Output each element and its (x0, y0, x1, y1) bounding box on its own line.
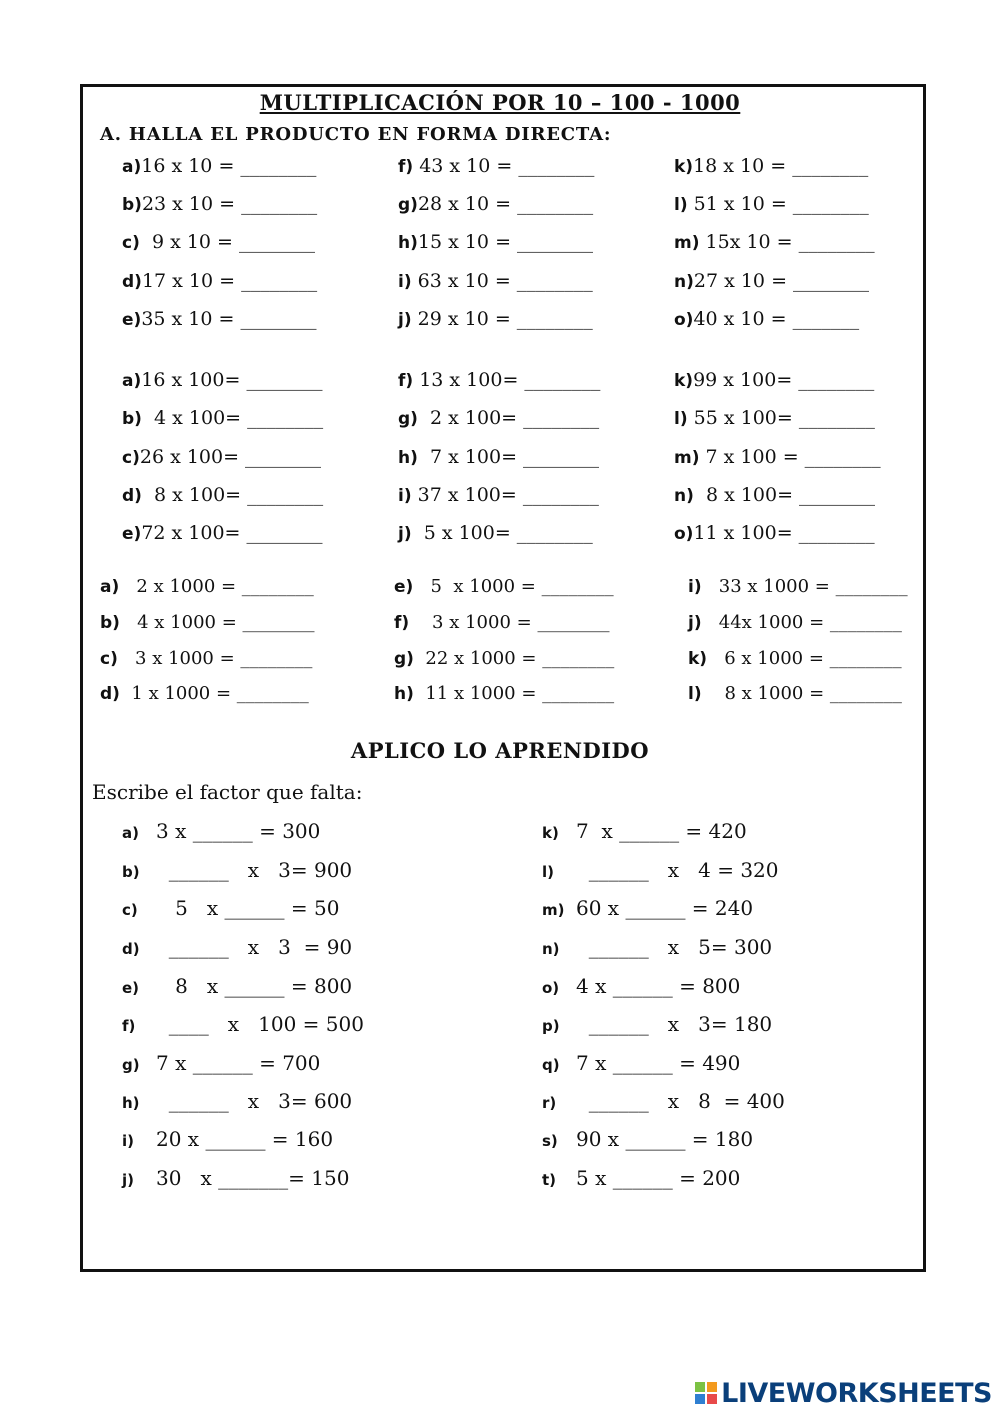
missing-factor-item (542, 1127, 753, 1151)
item-expression: 5 x 100= ________ (411, 522, 593, 544)
multiply-by-100-item (398, 446, 599, 468)
item-label: a) (122, 157, 142, 177)
multiply-by-1000-item (688, 612, 902, 633)
item-expression: 7 x ______ = 490 (576, 1051, 741, 1075)
item-expression: 8 x 1000 = ________ (701, 683, 902, 704)
multiply-by-1000-item (100, 683, 309, 704)
multiply-by-10-item (122, 308, 316, 330)
item-label: t) (542, 1171, 557, 1189)
item-expression: 33 x 1000 = ________ (701, 576, 908, 597)
item-expression: 8 x 100= ________ (693, 484, 876, 506)
item-label: j) (398, 310, 412, 330)
item-expression: 20 x ______ = 160 (156, 1127, 334, 1151)
item-label: n) (542, 940, 560, 958)
item-expression: 9 x 10 = ________ (139, 231, 315, 253)
multiply-by-100-item (122, 522, 323, 544)
item-expression: ______ x 3= 900 (156, 858, 353, 882)
section-a-title: A. HALLA EL PRODUCTO EN FORMA DIRECTA: (100, 124, 612, 145)
item-expression: 37 x 100= ________ (411, 484, 599, 506)
item-label: b) (100, 613, 120, 633)
missing-factor-item (542, 1089, 785, 1113)
item-label: q) (542, 1056, 560, 1074)
item-expression: 3 x 1000 = ________ (409, 612, 610, 633)
missing-factor-item (122, 1089, 352, 1113)
item-label: g) (398, 195, 418, 215)
missing-factor-item (542, 858, 779, 882)
item-label: o) (674, 524, 694, 544)
multiply-by-100-item (674, 522, 875, 544)
multiply-by-10-item (122, 193, 317, 215)
item-label: c) (122, 901, 138, 919)
item-expression: 5 x 1000 = ________ (413, 576, 614, 597)
item-label: h) (122, 1094, 140, 1112)
item-expression: ______ x 3= 180 (576, 1012, 773, 1036)
item-label: b) (122, 409, 142, 429)
item-label: j) (398, 524, 412, 544)
item-expression: 2 x 1000 = ________ (119, 576, 314, 597)
multiply-by-100-item (122, 369, 322, 391)
item-label: d) (122, 940, 140, 958)
missing-factor-item (122, 1012, 364, 1036)
item-expression: 3 x 1000 = ________ (117, 648, 313, 669)
multiply-by-1000-item (688, 576, 908, 597)
item-label: l) (674, 195, 688, 215)
item-expression: 30 x _______= 150 (156, 1166, 350, 1190)
item-label: f) (122, 1017, 136, 1035)
item-expression: 3 x ______ = 300 (156, 819, 321, 843)
item-label: m) (674, 448, 700, 468)
multiply-by-10-item (122, 231, 315, 253)
missing-factor-item (542, 974, 740, 998)
item-expression: 51 x 10 = ________ (687, 193, 869, 215)
item-expression: 99 x 100= ________ (693, 369, 875, 391)
item-label: g) (398, 409, 418, 429)
multiply-by-10-item (674, 193, 869, 215)
item-label: j) (122, 1171, 134, 1189)
item-expression: 4 x 100= ________ (141, 407, 324, 429)
multiply-by-10-item (674, 308, 859, 330)
item-label: f) (398, 371, 414, 391)
instruction-text: Escribe el factor que falta: (92, 780, 363, 804)
multiply-by-1000-item (100, 576, 314, 597)
item-label: f) (398, 157, 414, 177)
multiply-by-1000-item (100, 648, 312, 669)
missing-factor-item (122, 1127, 333, 1151)
item-label: i) (398, 272, 412, 292)
item-label: l) (688, 684, 702, 704)
item-label: a) (122, 824, 139, 842)
item-expression: 16 x 100= ________ (141, 369, 323, 391)
multiply-by-1000-item (394, 648, 614, 669)
item-expression: 2 x 100= ________ (417, 407, 600, 429)
multiply-by-10-item (122, 270, 317, 292)
item-label: e) (122, 524, 142, 544)
item-label: k) (688, 649, 708, 669)
item-label: h) (398, 448, 418, 468)
item-expression: ______ x 8 = 400 (576, 1089, 785, 1113)
multiply-by-10-item (674, 231, 875, 253)
item-expression: 60 x ______ = 240 (576, 896, 754, 920)
missing-factor-item (542, 819, 747, 843)
item-label: n) (674, 272, 694, 292)
item-expression: 43 x 10 = ________ (413, 155, 595, 177)
item-expression: 4 x ______ = 800 (576, 974, 741, 998)
multiply-by-1000-item (394, 683, 614, 704)
item-label: j) (688, 613, 702, 633)
item-expression: ______ x 4 = 320 (576, 858, 779, 882)
item-expression: 15 x 10 = ________ (417, 231, 594, 253)
item-label: k) (542, 824, 559, 842)
item-label: l) (674, 409, 688, 429)
multiply-by-100-item (398, 522, 593, 544)
multiply-by-100-item (674, 369, 874, 391)
multiply-by-10-item (398, 308, 593, 330)
item-expression: 11 x 1000 = ________ (413, 683, 615, 704)
item-expression: 8 x 100= ________ (141, 484, 324, 506)
worksheet-title: MULTIPLICACIÓN POR 10 – 100 - 1000 (259, 90, 741, 115)
item-expression: 44x 1000 = ________ (701, 612, 902, 633)
missing-factor-item (122, 1051, 320, 1075)
item-expression: 26 x 100= ________ (139, 446, 322, 468)
missing-factor-item (122, 858, 352, 882)
multiply-by-100-item (674, 484, 875, 506)
missing-factor-item (122, 935, 352, 959)
item-expression: 18 x 10 = ________ (693, 155, 869, 177)
item-label: f) (394, 613, 410, 633)
item-label: n) (674, 486, 694, 506)
item-expression: 29 x 10 = ________ (411, 308, 593, 330)
item-label: r) (542, 1094, 557, 1112)
item-label: c) (122, 233, 140, 253)
multiply-by-10-item (398, 155, 594, 177)
item-expression: 28 x 10 = ________ (417, 193, 594, 215)
item-label: e) (394, 577, 414, 597)
item-label: s) (542, 1132, 558, 1150)
item-expression: 1 x 1000 = ________ (119, 683, 309, 704)
missing-factor-item (542, 896, 753, 920)
item-expression: 6 x 1000 = ________ (707, 648, 902, 669)
item-label: c) (122, 448, 140, 468)
multiply-by-1000-item (394, 576, 614, 597)
item-expression: 16 x 10 = ________ (141, 155, 317, 177)
item-label: a) (122, 371, 142, 391)
item-label: k) (674, 371, 694, 391)
multiply-by-100-item (122, 484, 323, 506)
multiply-by-10-item (122, 155, 316, 177)
multiply-by-1000-item (394, 612, 609, 633)
worksheet-frame-bottom (80, 733, 926, 1272)
item-expression: 5 x ______ = 200 (576, 1166, 741, 1190)
item-label: b) (122, 863, 140, 881)
item-label: c) (100, 649, 118, 669)
item-expression: 17 x 10 = ________ (141, 270, 318, 292)
brand-logo (695, 1378, 992, 1408)
multiply-by-10-item (398, 270, 593, 292)
multiply-by-100-item (398, 369, 600, 391)
item-label: p) (542, 1017, 560, 1035)
multiply-by-10-item (674, 270, 869, 292)
item-label: i) (688, 577, 702, 597)
apply-section-title: APLICO LO APRENDIDO (350, 738, 650, 763)
multiply-by-100-item (674, 407, 875, 429)
multiply-by-10-item (398, 193, 593, 215)
item-expression: 11 x 100= ________ (693, 522, 875, 544)
item-label: d) (122, 486, 142, 506)
item-expression: ______ x 3= 600 (156, 1089, 353, 1113)
item-expression: 23 x 10 = ________ (141, 193, 318, 215)
multiply-by-1000-item (688, 648, 902, 669)
item-label: k) (674, 157, 694, 177)
item-label: b) (122, 195, 142, 215)
missing-factor-item (542, 1166, 740, 1190)
missing-factor-item (542, 1012, 772, 1036)
item-label: m) (542, 901, 565, 919)
multiply-by-100-item (398, 407, 599, 429)
multiply-by-1000-item (688, 683, 902, 704)
item-expression: 40 x 10 = _______ (693, 308, 860, 330)
item-expression: 35 x 10 = ________ (141, 308, 317, 330)
item-expression: 63 x 10 = ________ (411, 270, 593, 292)
item-expression: 13 x 100= ________ (413, 369, 601, 391)
missing-factor-item (122, 974, 352, 998)
item-label: o) (674, 310, 694, 330)
item-expression: 7 x 100 = ________ (699, 446, 881, 468)
multiply-by-100-item (398, 484, 599, 506)
missing-factor-item (122, 1166, 349, 1190)
multiply-by-10-item (674, 155, 868, 177)
item-expression: 15x 10 = ________ (699, 231, 875, 253)
item-label: d) (100, 684, 120, 704)
item-label: i) (398, 486, 412, 506)
missing-factor-item (542, 935, 772, 959)
item-label: d) (122, 272, 142, 292)
item-expression: 5 x ______ = 50 (156, 896, 340, 920)
brand-name: LIVEWORKSHEETS (721, 1377, 992, 1409)
multiply-by-100-item (122, 407, 323, 429)
missing-factor-item (122, 819, 320, 843)
missing-factor-item (542, 1051, 740, 1075)
item-expression: 7 x 100= ________ (417, 446, 600, 468)
multiply-by-100-item (122, 446, 321, 468)
item-expression: 27 x 10 = ________ (693, 270, 870, 292)
item-label: h) (394, 684, 414, 704)
item-expression: 90 x ______ = 180 (576, 1127, 754, 1151)
item-expression: 7 x ______ = 420 (576, 819, 747, 843)
item-expression: ____ x 100 = 500 (156, 1012, 364, 1036)
item-expression: 4 x 1000 = ________ (119, 612, 315, 633)
item-expression: 7 x ______ = 700 (156, 1051, 321, 1075)
item-expression: ______ x 5= 300 (576, 935, 773, 959)
multiply-by-10-item (398, 231, 593, 253)
multiply-by-100-item (674, 446, 881, 468)
item-expression: 22 x 1000 = ________ (413, 648, 615, 669)
multiply-by-1000-item (100, 612, 315, 633)
item-label: o) (542, 979, 560, 997)
item-label: g) (394, 649, 414, 669)
item-expression: 8 x ______ = 800 (156, 974, 353, 998)
item-label: h) (398, 233, 418, 253)
liveworksheets-logo-icon (695, 1382, 717, 1404)
item-label: e) (122, 979, 140, 997)
item-label: e) (122, 310, 142, 330)
item-label: a) (100, 577, 120, 597)
item-label: m) (674, 233, 700, 253)
item-expression: ______ x 3 = 90 (156, 935, 353, 959)
item-expression: 72 x 100= ________ (141, 522, 323, 544)
item-expression: 55 x 100= ________ (687, 407, 875, 429)
missing-factor-item (122, 896, 339, 920)
item-label: i) (122, 1132, 134, 1150)
item-label: g) (122, 1056, 140, 1074)
item-label: l) (542, 863, 554, 881)
